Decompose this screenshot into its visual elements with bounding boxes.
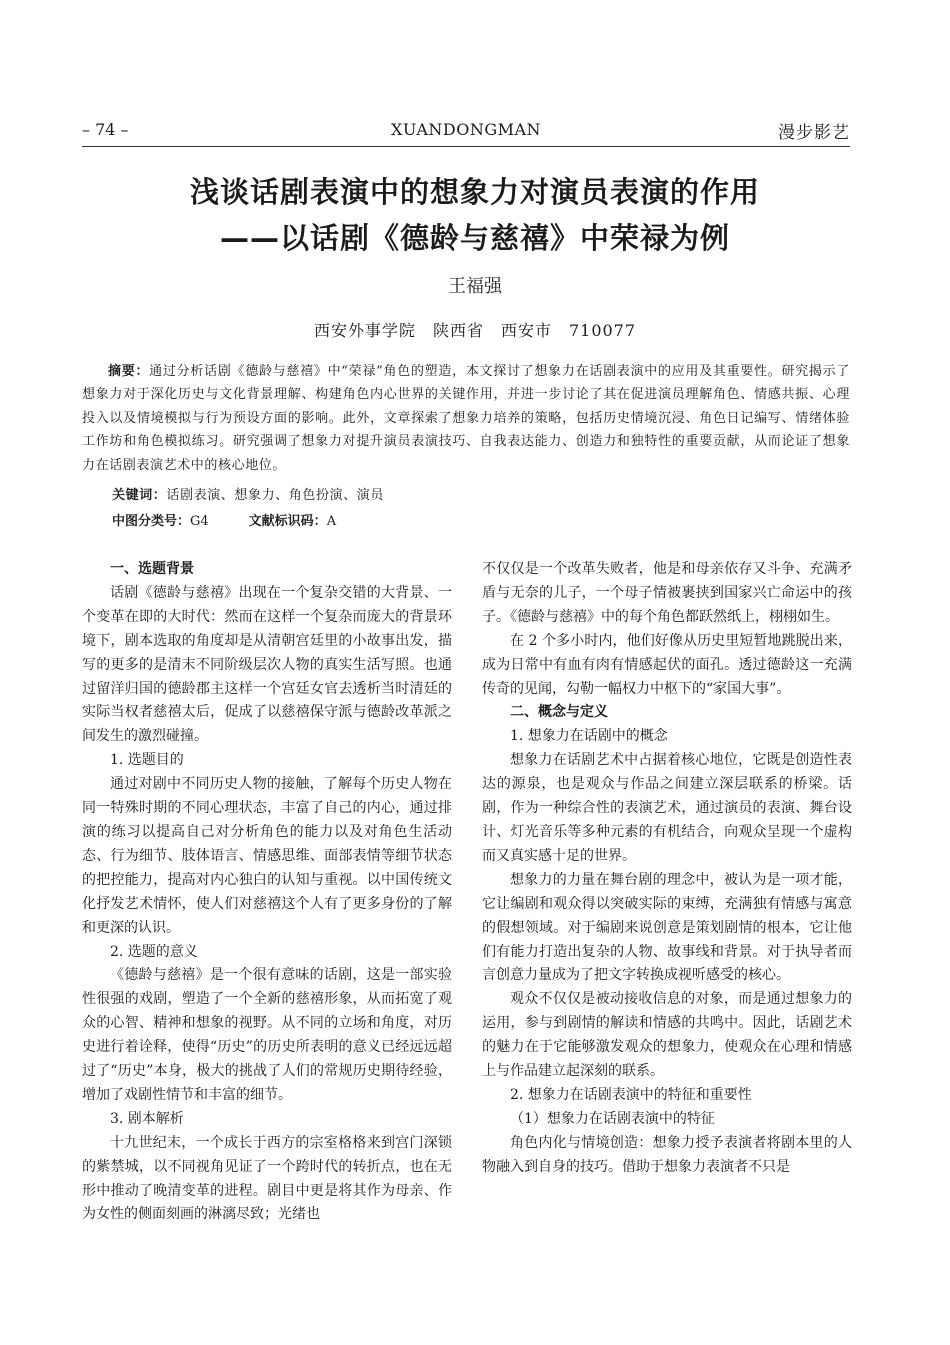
- paragraph: 不仅仅是一个改革失败者，他是和母亲依存又斗争、充满矛盾与无奈的儿子，一个母子情被裹挟到国家兴亡命运中的孩子。《德龄与慈禧》中的每个角色都跃然纸上，栩栩如生。: [482, 561, 852, 625]
- article-title: 浅谈话剧表演中的想象力对演员表演的作用: [189, 175, 760, 209]
- author-affiliation: 西安外事学院 陕西省 西安市 710077: [313, 321, 637, 340]
- subsection-heading: 2. 想象力在话剧表演中的特征和重要性: [510, 1086, 752, 1103]
- page-number: – 74 –: [82, 120, 129, 139]
- doc-code-value: A: [326, 514, 337, 529]
- doc-code-label: 文献标识码：: [248, 514, 327, 529]
- page-header: [82, 118, 850, 147]
- classification: [112, 510, 336, 529]
- column-name: 漫步影艺: [778, 123, 850, 143]
- clc-label: 中图分类号：: [112, 514, 191, 529]
- paragraph: 在 2 个多小时内，他们好像从历史里短暂地跳脱出来，成为日常中有血有肉有情感起伏的面孔。透过德龄这一充满传奇的见闻，勾勒一幅权力中枢下的“家国大事”。: [482, 632, 852, 697]
- subsection-heading: 1. 选题目的: [110, 752, 184, 769]
- clc-value: G4: [190, 514, 209, 529]
- keywords: [112, 484, 384, 503]
- abstract: [82, 360, 850, 477]
- right-column: [482, 558, 852, 1180]
- journal-name: XUANDONGMAN: [390, 120, 542, 139]
- subsection-heading: 3. 剧本解析: [110, 1110, 184, 1127]
- abstract-label: 摘要：: [108, 364, 150, 379]
- paragraph: 话剧《德龄与慈禧》出现在一个复杂交错的大背景、一个变革在即的大时代：然而在这样一个复杂而庞大的背景环境下，剧本选取的角度却是从清朝宫廷里的小故事出发，描写的更多的是清末不同阶级层次人物的真实生活写照。也通过留洋归国的德龄郡主这样一个宫廷女官去透析当时清廷的实际当权者慈禧太后，促成了以慈禧保守派与德龄改革派之间发生的激烈碰撞。: [82, 584, 452, 745]
- author-name: 王福强: [448, 276, 502, 297]
- keywords-text: 话剧表演、想象力、角色扮演、演员: [166, 488, 385, 503]
- paragraph: 《德龄与慈禧》是一个很有意味的话剧，这是一部实验性很强的戏剧，塑造了一个全新的慈禧形象，从而拓宽了观众的心智、精神和想象的视野。从不同的立场和角度，对历史进行着诠释，使得“历史”的历史所表明的意义已经远远超过了“历史”本身，极大的挑战了人们的常规历史期待经验，增加了戏剧性情节和丰富的细节。: [82, 967, 452, 1103]
- paragraph: 观众不仅仅是被动接收信息的对象，而是通过想象力的运用，参与到剧情的解读和情感的共鸣中。因此，话剧艺术的魅力在于它能够激发观众的想象力，使观众在心理和情感上与作品建立起深刻的联系。: [482, 991, 852, 1080]
- section-heading: 一、选题背景: [110, 561, 194, 577]
- subsection-heading: （1）想象力在话剧表演中的特征: [510, 1110, 715, 1127]
- abstract-text: 通过分析话剧《德龄与慈禧》中“荣禄”角色的塑造，本文探讨了想象力在话剧表演中的应用及其重要性。研究揭示了想象力对于深化历史与文化背景理解、构建角色内心世界的关键作用，并进一步讨论了其在促进演员理解角色、情感共振、心理投入以及情境模拟与行为预设方面的影响。此外，文章探索了想象力培养的策略，包括历史情境沉浸、角色日记编写、情绪体验工作坊和角色模拟练习。研究强调了想象力对提升演员表演技巧、自我表达能力、创造力和独特性的重要贡献，从而论证了想象力在话剧表演艺术中的核心地位。: [82, 364, 850, 473]
- paragraph: 通过对剧中不同历史人物的接触，了解每个历史人物在同一特殊时期的不同心理状态，丰富了自己的内心，通过排演的练习以提高自己对分析角色的能力以及对角色生活动态、行为细节、肢体语言、情感思维、面部表情等细节状态的把控能力，提高对内心独白的认知与重视。以中国传统文化抒发艺术情怀，使人们对慈禧这个人有了更多身份的了解和更深的认识。: [82, 776, 452, 936]
- paragraph: 想象力在话剧艺术中占据着核心地位，它既是创造性表达的源泉，也是观众与作品之间建立深层联系的桥梁。话剧，作为一种综合性的表演艺术，通过演员的表演、舞台设计、灯光音乐等多种元素的有机结合，向观众呈现一个虚构而又真实感十足的世界。: [482, 752, 852, 864]
- keywords-label: 关键词：: [112, 488, 167, 503]
- paragraph: 想象力的力量在舞台剧的理念中，被认为是一项才能，它让编剧和观众得以突破实际的束缚，充满独有情感与寓意的假想领域。对于编剧来说创意是策划剧情的根本，它让他们有能力打造出复杂的人物、故事线和背景。对于执导者而言创意力量成为了把文字转换成视听感受的核心。: [482, 871, 852, 984]
- article-subtitle: ——以话剧《德龄与慈禧》中荣禄为例: [219, 221, 730, 255]
- left-column: [82, 558, 452, 1227]
- subsection-heading: 2. 选题的意义: [110, 943, 198, 960]
- section-heading: 二、概念与定义: [510, 704, 608, 721]
- paragraph: 角色内化与情境创造：想象力授予表演者将剧本里的人物融入到自身的技巧。借助于想象力表演者不只是: [482, 1134, 852, 1175]
- paragraph: 十九世纪末，一个成长于西方的宗室格格来到宫门深锁的紫禁城，以不同视角见证了一个跨时代的转折点，也在无形中推动了晚清变革的进程。剧目中更是将其作为母亲、作为女性的侧面刻画的淋漓尽致；光绪也: [82, 1134, 452, 1223]
- subsection-heading: 1. 想象力在话剧中的概念: [510, 728, 668, 745]
